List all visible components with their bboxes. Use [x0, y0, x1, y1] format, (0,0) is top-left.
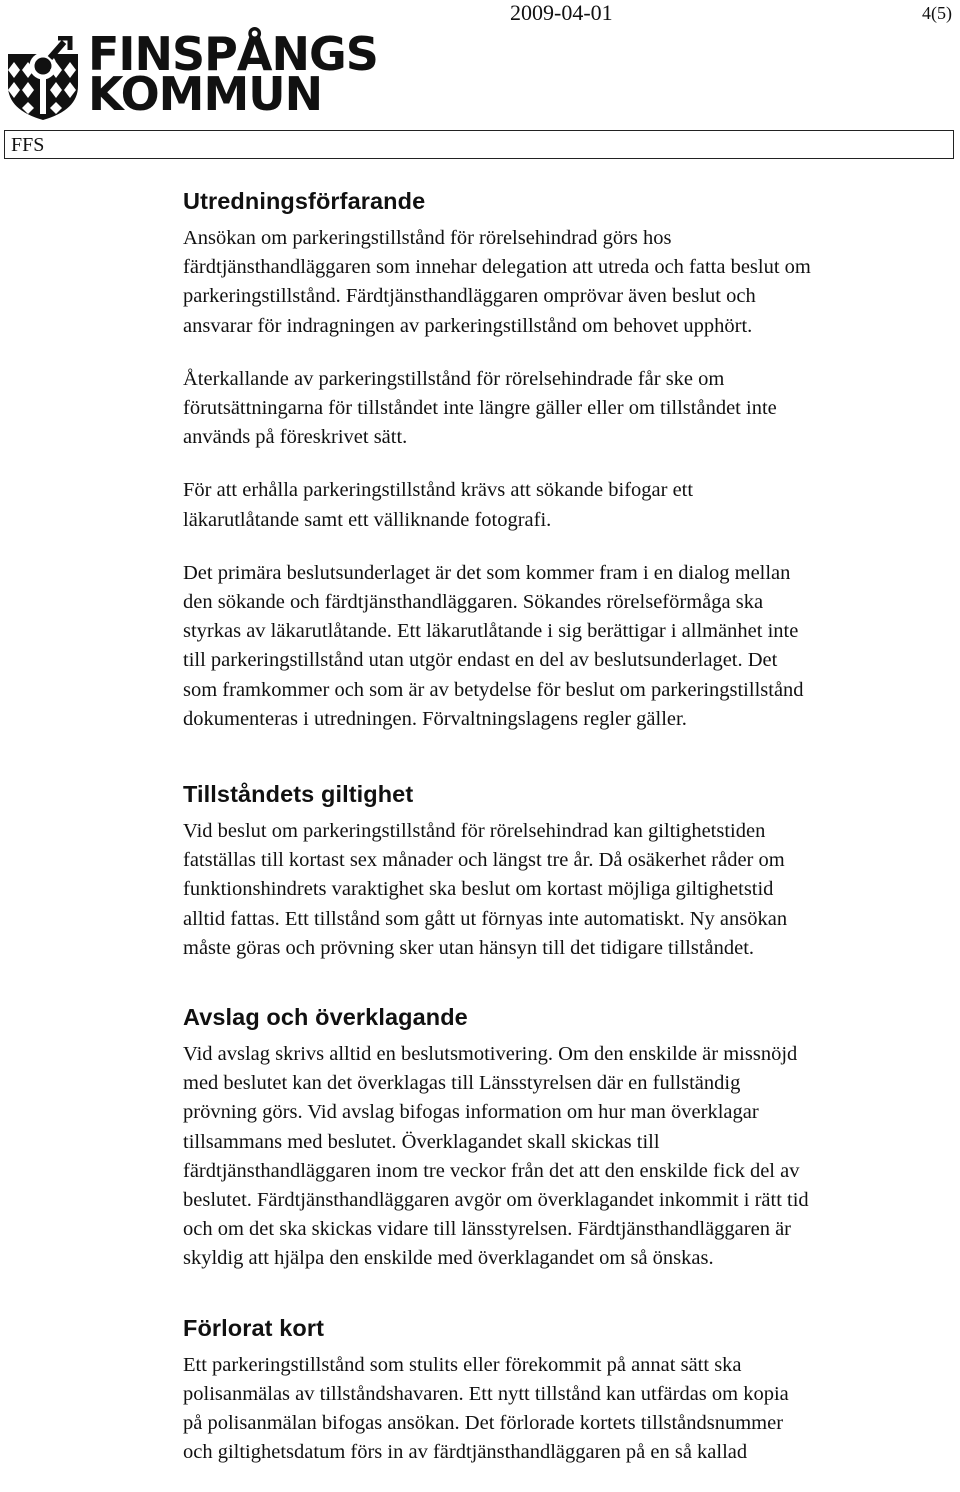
section	[183, 1002, 953, 1274]
text-line: beslutet. Färdtjänsthandläggaren avgör om överklagandet inkommit i rätt tid	[183, 1189, 809, 1212]
body-paragraph	[183, 476, 953, 534]
text-line: som framkommer och som är av betydelse för beslut om parkeringstillstånd	[183, 678, 804, 701]
text-line: förutsättningarna för tillståndet inte längre gäller eller om tillståndet inte	[183, 397, 777, 420]
body-paragraph	[183, 1351, 953, 1468]
text-line: För att erhålla parkeringstillstånd krävs att sökande bifogar ett	[183, 479, 694, 502]
body-paragraph	[183, 224, 953, 341]
logo-line-1: FINSPÅNGS	[88, 27, 378, 81]
text-line: tillsammans med beslutet. Överklagandet skall skickas till	[183, 1130, 660, 1153]
text-line: och om det ska skickas vidare till länsstyrelsen. Färdtjänsthandläggaren är	[183, 1218, 791, 1241]
page-number: 4(5)	[922, 3, 952, 23]
section-spacer	[183, 963, 953, 1002]
section-spacer	[183, 1274, 953, 1313]
text-line: prövning görs. Vid avslag bifogas information om hur man överklagar	[183, 1101, 759, 1124]
reference-box	[4, 130, 954, 159]
text-line: Vid beslut om parkeringstillstånd för rörelsehindrad kan giltighetstiden	[183, 820, 766, 843]
text-line: polisanmälas av tillståndshavaren. Ett nytt tillstånd kan utfärdas om kopia	[183, 1382, 789, 1405]
section-spacer	[183, 734, 953, 779]
text-line: Det primära beslutsunderlaget är det som kommer fram i en dialog mellan	[183, 561, 791, 584]
text-line: funktionshindrets varaktighet ska beslut om kortast möjliga giltighetstid	[183, 878, 774, 901]
body-paragraph	[183, 365, 953, 453]
text-line: Ett parkeringstillstånd som stulits eller förekommit på annat sätt ska	[183, 1353, 742, 1376]
text-line: måste göras och prövning sker utan hänsyn till det tidigare tillståndet.	[183, 936, 755, 959]
text-line: och giltighetsdatum förs in av färdtjänsthandläggaren på en så kallad	[183, 1441, 748, 1464]
body-paragraph	[183, 559, 953, 734]
text-line: Ansökan om parkeringstillstånd för rörelsehindrad görs hos	[183, 227, 672, 249]
section	[183, 779, 953, 963]
text-line: parkeringstillstånd. Färdtjänsthandläggaren omprövar även beslut och	[183, 285, 756, 308]
text-line: alltid fattas. Ett tillstånd som gått ut förnyas inte automatiskt. Ny ansökan	[183, 907, 788, 930]
section-heading: Avslag och överklagande	[183, 1004, 468, 1031]
logo-line-2: KOMMUN	[88, 67, 323, 121]
text-line: med beslutet kan det överklagas till Länsstyrelsen där en fullständig	[183, 1072, 741, 1095]
text-line: fatställas till kortast sex månader och längst tre år. Då osäkerhet råder om	[183, 849, 785, 872]
section-heading: Tillståndets giltighet	[183, 781, 414, 808]
text-line: färdtjänsthandläggaren som innehar delegation att utreda och fatta beslut om	[183, 256, 811, 279]
section-heading: Förlorat kort	[183, 1314, 325, 1341]
document-reference: FFS	[11, 134, 45, 156]
section	[183, 186, 953, 734]
text-line: färdtjänsthandläggaren inom tre veckor från det att den enskilde fick del av	[183, 1159, 800, 1182]
text-line: styrkas av läkarutlåtande. Ett läkarutlåtande i sig berättigar i allmänhet inte	[183, 620, 799, 643]
section-heading: Utredningsförfarande	[183, 188, 426, 214]
text-line: dokumenteras i utredningen. Förvaltningslagens regler gäller.	[183, 707, 687, 730]
text-line: används på föreskrivet sätt.	[183, 426, 408, 449]
text-line: till parkeringstillstånd utan utgör endast en del av beslutsunderlaget. Det	[183, 649, 778, 672]
text-line: Återkallande av parkeringstillstånd för rörelsehindrade får ske om	[183, 367, 725, 390]
text-line: skyldig att hjälpa den enskilde med överklagandet om så önskas.	[183, 1247, 714, 1270]
section	[183, 1313, 953, 1468]
text-line: ansvarar för indragningen av parkeringstillstånd om behovet upphört.	[183, 314, 753, 337]
text-line: på polisanmälan bifogas ansökan. Det förlorade kortets tillståndsnummer	[183, 1412, 784, 1435]
logo-wordmark	[88, 27, 378, 121]
body-paragraph	[183, 817, 953, 963]
text-line: den sökande och färdtjänsthandläggaren. Sökandes rörelseförmåga ska	[183, 591, 764, 614]
text-line: Vid avslag skrivs alltid en beslutsmotivering. Om den enskilde är missnöjd	[183, 1043, 798, 1066]
municipality-logo	[6, 22, 378, 122]
finspang-coat-of-arms-icon	[6, 36, 80, 120]
body-paragraph	[183, 1040, 953, 1274]
text-line: läkarutlåtande samt ett välliknande fotografi.	[183, 508, 552, 531]
document-date: 2009-04-01	[510, 0, 613, 25]
document-body	[183, 186, 953, 1468]
